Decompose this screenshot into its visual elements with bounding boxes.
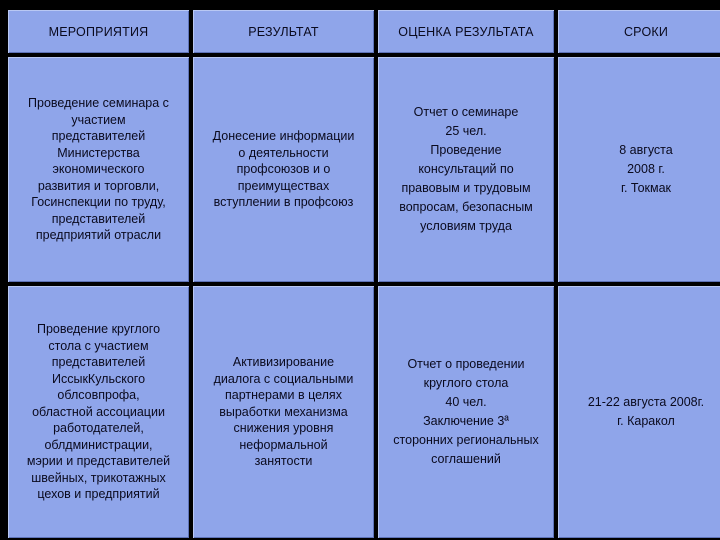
cell-line: выработки механизма [219, 404, 348, 419]
cell-line: участием [71, 112, 126, 127]
cell-line: облсовпрофа, [57, 388, 140, 403]
row-2-result [193, 286, 374, 538]
cell-line: консультаций по [418, 162, 514, 176]
row-2-deadline [558, 286, 720, 538]
cell-line: профсоюзов и о [236, 162, 331, 177]
header-events: МЕРОПРИЯТИЯ [8, 10, 189, 53]
cell-line: снижения уровня [233, 421, 334, 436]
cell-line: г. Токмак [620, 181, 672, 195]
cell-line: условиям труда [420, 219, 512, 233]
cell-line: преимуществах [237, 178, 330, 193]
cell-line: Госинспекции по труду, [31, 195, 166, 210]
activities-table [8, 10, 720, 538]
cell-line: облдминистрации, [44, 437, 153, 452]
cell-line: правовым и трудовым [401, 181, 531, 195]
cell-line: областной ассоциации [32, 404, 165, 419]
cell-line: цехов и предприятий [37, 487, 160, 502]
cell-line: о деятельности [238, 145, 329, 160]
cell-line: вопросам, безопасным [399, 200, 533, 214]
cell-line: Министерства [57, 145, 140, 160]
cell-line: представителей [51, 211, 146, 226]
row-1-evaluation [378, 57, 554, 282]
cell-line: Заключение 3ª [423, 414, 509, 428]
row-1-deadline [558, 57, 720, 282]
cell-line: 21-22 августа 2008г. [587, 395, 705, 409]
cell-line: работодателей, [53, 421, 144, 436]
cell-line: представителей [51, 129, 146, 144]
row-2-evaluation [378, 286, 554, 538]
cell-line: развития и торговли, [37, 178, 160, 193]
cell-line: экономического [52, 162, 145, 177]
cell-line: Донесение информации [212, 129, 355, 144]
cell-line: Проведение [430, 143, 502, 157]
cell-line: Проведение круглого [36, 322, 161, 337]
header-deadline: СРОКИ [558, 10, 720, 53]
cell-line: стола с участием [48, 338, 149, 353]
cell-line: вступлении в профсоюз [213, 195, 354, 210]
cell-line: Проведение семинара с [28, 96, 169, 111]
row-1-result [193, 57, 374, 282]
header-result: РЕЗУЛЬТАТ [193, 10, 374, 53]
cell-line: представителей [51, 355, 146, 370]
cell-line: соглашений [431, 452, 501, 466]
cell-line: ИссыкКульского [51, 371, 146, 386]
cell-line: 2008 г. [627, 162, 665, 176]
row-2-event [8, 286, 189, 538]
cell-line: 25 чел. [445, 124, 487, 138]
cell-line: неформальной [239, 437, 328, 452]
cell-line: Отчет о проведении [407, 357, 525, 371]
cell-line: швейных, трикотажных [31, 470, 166, 485]
cell-line: 8 августа [619, 143, 673, 157]
cell-line: г. Каракол [617, 414, 675, 428]
cell-line: диалога с социальными [213, 371, 354, 386]
cell-line: мэрии и представителей [26, 454, 171, 469]
cell-line: Отчет о семинаре [413, 105, 519, 119]
header-evaluation: ОЦЕНКА РЕЗУЛЬТАТА [378, 10, 554, 53]
row-1-event [8, 57, 189, 282]
cell-line: партнерами в целях [225, 388, 342, 403]
cell-line: Активизирование [232, 355, 335, 370]
cell-line: занятости [254, 454, 313, 469]
cell-line: предприятий отрасли [35, 228, 162, 243]
cell-line: сторонних региональных [393, 433, 539, 447]
cell-line: 40 чел. [445, 395, 487, 409]
cell-line: круглого стола [423, 376, 509, 390]
